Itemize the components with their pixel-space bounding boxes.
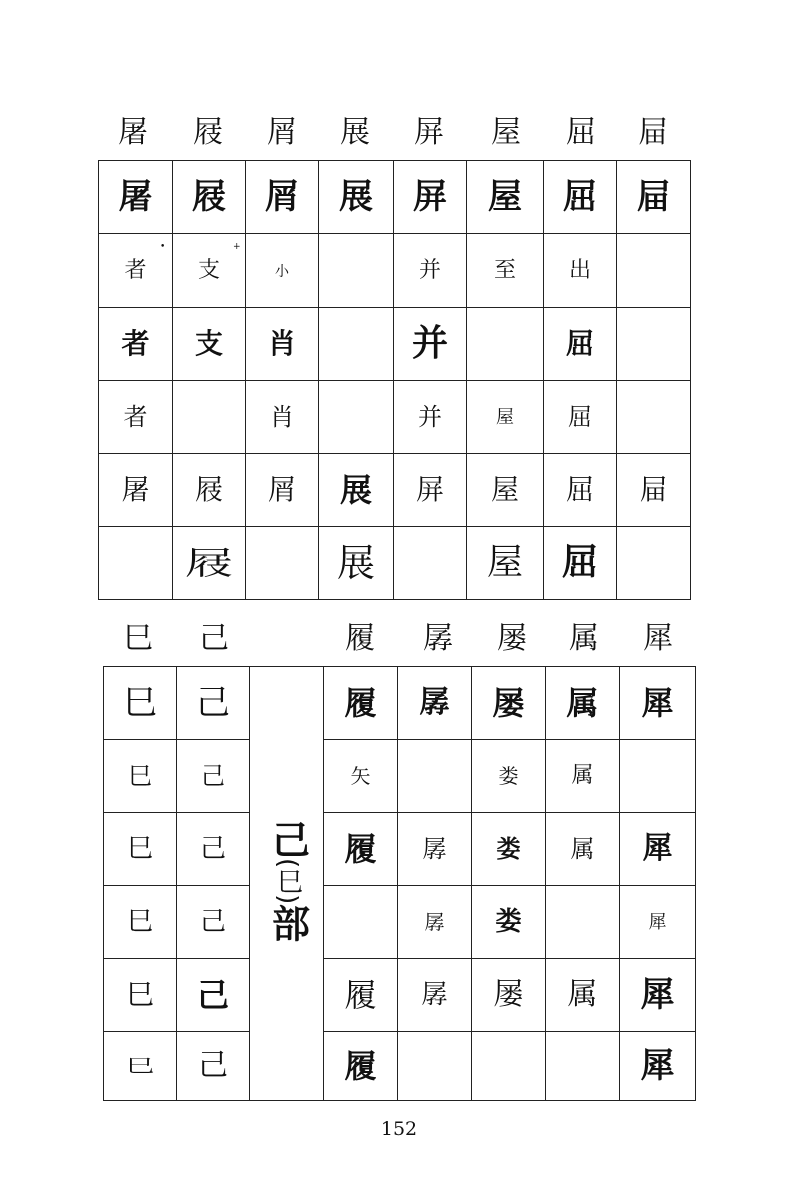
glyph-cell xyxy=(620,740,696,813)
glyph-cell xyxy=(177,886,250,959)
glyph: 并 xyxy=(418,257,441,283)
glyph-cell xyxy=(173,454,246,527)
glyph: 屠 xyxy=(118,177,153,217)
glyph: 孱 xyxy=(421,980,448,1010)
top-header: 展 xyxy=(340,115,370,150)
glyph: 屠 xyxy=(121,473,150,506)
glyph-cell xyxy=(99,308,173,381)
glyph: 者 xyxy=(123,403,148,431)
glyph-cell xyxy=(617,381,691,454)
glyph: 屈 xyxy=(565,327,594,360)
glyph: 至 xyxy=(493,257,516,283)
glyph: 支 xyxy=(194,327,223,360)
glyph-cell xyxy=(467,381,544,454)
bottom-header: 属 xyxy=(569,621,599,656)
glyph: 屐 xyxy=(184,544,234,582)
annotation-dot: • xyxy=(160,242,166,252)
bottom-header: 履 xyxy=(345,621,375,656)
glyph: 巳 xyxy=(125,1055,155,1077)
glyph: 屇 xyxy=(636,177,671,217)
glyph: 屏 xyxy=(415,473,444,506)
top-character-grid xyxy=(98,160,691,600)
glyph-cell xyxy=(177,740,250,813)
glyph: 屋 xyxy=(488,177,522,217)
top-header: 屐 xyxy=(193,115,223,150)
glyph: 并 xyxy=(411,323,448,364)
grid-row xyxy=(99,381,691,454)
glyph-cell xyxy=(617,234,691,308)
glyph-cell xyxy=(319,308,394,381)
glyph-cell xyxy=(394,381,467,454)
glyph: 屐 xyxy=(194,473,223,506)
glyph-cell xyxy=(177,959,250,1032)
glyph: 犀 xyxy=(641,684,674,722)
glyph-cell xyxy=(467,161,544,234)
bottom-header: 屡 xyxy=(497,621,527,656)
glyph: 屈 xyxy=(563,177,597,217)
glyph: 屑 xyxy=(267,473,296,506)
glyph: 犀 xyxy=(648,911,667,933)
glyph: 犀 xyxy=(640,1046,675,1086)
glyph-cell xyxy=(617,161,691,234)
glyph-cell xyxy=(104,667,177,740)
glyph-cell xyxy=(398,959,472,1032)
glyph-cell xyxy=(319,527,394,600)
glyph-cell xyxy=(472,886,546,959)
glyph-cell xyxy=(324,959,398,1032)
glyph-cell xyxy=(177,1032,250,1101)
grid-row xyxy=(99,161,691,234)
glyph: 己 xyxy=(199,834,226,864)
glyph-cell xyxy=(104,1032,177,1101)
glyph-cell xyxy=(544,234,617,308)
glyph-cell xyxy=(472,1032,546,1101)
glyph-cell xyxy=(620,959,696,1032)
glyph: 屇 xyxy=(639,473,668,506)
top-header: 屋 xyxy=(491,115,521,150)
glyph-cell xyxy=(99,381,173,454)
top-header: 屇 xyxy=(638,115,668,150)
glyph-cell xyxy=(472,667,546,740)
glyph-cell xyxy=(319,161,394,234)
glyph: 己 xyxy=(196,683,230,723)
glyph: 者 xyxy=(121,327,150,360)
glyph: 属 xyxy=(570,835,595,863)
bottom-header: 巳 xyxy=(123,621,153,656)
glyph-cell xyxy=(104,886,177,959)
glyph-cell xyxy=(246,308,319,381)
top-header: 屏 xyxy=(414,115,444,150)
glyph-cell xyxy=(319,234,394,308)
grid-row xyxy=(104,740,696,813)
glyph-cell xyxy=(324,1032,398,1101)
glyph-cell xyxy=(177,667,250,740)
glyph: 肖 xyxy=(270,403,294,431)
glyph-cell xyxy=(246,381,319,454)
glyph: 属 xyxy=(571,763,594,788)
glyph-cell xyxy=(472,740,546,813)
page-number: 152 xyxy=(380,1118,418,1140)
glyph: 屈 xyxy=(561,542,598,583)
glyph-cell xyxy=(246,527,319,600)
glyph-cell xyxy=(620,1032,696,1101)
radical-label xyxy=(265,820,310,943)
glyph-cell xyxy=(394,527,467,600)
glyph-cell xyxy=(617,527,691,600)
glyph-cell xyxy=(546,959,620,1032)
glyph: 己 xyxy=(198,1048,228,1083)
glyph-cell xyxy=(319,454,394,527)
glyph-cell xyxy=(546,1032,620,1101)
glyph-cell xyxy=(324,886,398,959)
glyph-cell xyxy=(319,381,394,454)
glyph: 屈 xyxy=(565,473,594,506)
glyph: 屡 xyxy=(493,977,524,1012)
glyph-cell xyxy=(99,161,173,234)
glyph: 己 xyxy=(196,976,229,1014)
glyph: 娄 xyxy=(498,763,519,788)
glyph-cell xyxy=(398,740,472,813)
glyph: 犀 xyxy=(640,975,675,1015)
glyph-cell xyxy=(546,740,620,813)
grid-row xyxy=(104,959,696,1032)
grid-row xyxy=(104,886,696,959)
glyph: 屋 xyxy=(486,542,523,583)
glyph: 巳 xyxy=(125,978,154,1011)
radical-label-cell xyxy=(250,667,324,1101)
bottom-header: 孱 xyxy=(423,621,453,656)
glyph: 巳 xyxy=(123,683,157,723)
grid-row xyxy=(99,454,691,527)
glyph-cell xyxy=(398,813,472,886)
top-header: 屑 xyxy=(267,115,297,150)
glyph: 巳 xyxy=(126,834,153,864)
glyph-cell xyxy=(544,381,617,454)
glyph-cell xyxy=(472,813,546,886)
glyph-cell xyxy=(467,234,544,308)
glyph: 屏 xyxy=(413,177,447,217)
glyph-cell xyxy=(394,454,467,527)
annotation-dot: + xyxy=(233,242,241,252)
glyph: 巳 xyxy=(126,907,153,937)
glyph: 履 xyxy=(344,1047,377,1085)
glyph-cell xyxy=(324,667,398,740)
glyph: 屋 xyxy=(496,406,514,428)
radical-tail: 部 xyxy=(265,904,310,943)
glyph-cell xyxy=(324,740,398,813)
grid-row xyxy=(99,527,691,600)
glyph: 矢 xyxy=(350,763,371,788)
glyph: 并 xyxy=(418,403,442,431)
glyph-cell xyxy=(620,667,696,740)
glyph: 屑 xyxy=(265,177,299,217)
glyph-cell xyxy=(177,813,250,886)
glyph-cell xyxy=(246,454,319,527)
glyph-cell xyxy=(544,454,617,527)
radical-paren: (巳) xyxy=(272,858,303,905)
glyph: 犀 xyxy=(642,831,673,866)
glyph: 巳 xyxy=(128,762,152,790)
glyph-cell xyxy=(394,161,467,234)
glyph: 屋 xyxy=(490,473,519,506)
glyph-cell xyxy=(472,959,546,1032)
top-header: 屠 xyxy=(118,115,148,150)
glyph-cell xyxy=(324,813,398,886)
glyph-cell xyxy=(546,667,620,740)
glyph: 者 xyxy=(124,257,147,283)
glyph: 属 xyxy=(566,684,599,722)
glyph: 娄 xyxy=(495,907,522,937)
glyph-cell xyxy=(544,527,617,600)
glyph: 履 xyxy=(344,830,377,868)
glyph: 娄 xyxy=(496,835,521,863)
glyph-cell xyxy=(546,886,620,959)
glyph-cell xyxy=(544,161,617,234)
glyph-cell xyxy=(398,667,472,740)
glyph-cell xyxy=(467,527,544,600)
glyph-cell xyxy=(398,886,472,959)
glyph: 屐 xyxy=(192,177,226,217)
glyph-cell xyxy=(173,381,246,454)
glyph-cell xyxy=(546,813,620,886)
glyph: 展 xyxy=(339,471,372,509)
top-header: 屈 xyxy=(566,115,596,150)
bottom-header: 己 xyxy=(199,621,229,656)
glyph-cell xyxy=(173,161,246,234)
grid-row xyxy=(104,667,696,740)
glyph-cell xyxy=(104,740,177,813)
glyph: 属 xyxy=(567,977,598,1012)
glyph-cell xyxy=(467,308,544,381)
glyph-cell xyxy=(398,1032,472,1101)
glyph: 履 xyxy=(344,976,377,1014)
glyph-cell xyxy=(173,527,246,600)
glyph: 屈 xyxy=(568,403,592,431)
glyph-cell xyxy=(617,308,691,381)
glyph: 出 xyxy=(568,257,591,283)
glyph-cell xyxy=(104,959,177,1032)
glyph: 履 xyxy=(344,684,377,722)
glyph: 展 xyxy=(336,541,375,585)
glyph: 屡 xyxy=(492,684,525,722)
glyph-cell xyxy=(620,813,696,886)
glyph-cell xyxy=(246,234,319,308)
glyph-cell xyxy=(467,454,544,527)
grid-row xyxy=(99,234,691,308)
bottom-character-grid xyxy=(103,666,696,1101)
glyph: 小 xyxy=(275,264,289,280)
glyph: 肖 xyxy=(267,327,296,360)
radical-main: 己 xyxy=(265,820,310,859)
glyph: 孱 xyxy=(422,835,447,863)
glyph-cell xyxy=(394,308,467,381)
glyph: 己 xyxy=(201,762,225,790)
glyph: 己 xyxy=(199,907,226,937)
glyph: 展 xyxy=(339,177,373,217)
grid-row xyxy=(104,1032,696,1101)
glyph: 孱 xyxy=(424,909,445,934)
glyph: 支 xyxy=(197,257,220,283)
bottom-header: 犀 xyxy=(643,621,673,656)
grid-row xyxy=(99,308,691,381)
glyph-cell xyxy=(394,234,467,308)
glyph-cell xyxy=(104,813,177,886)
glyph-cell xyxy=(620,886,696,959)
glyph-cell xyxy=(544,308,617,381)
glyph-cell xyxy=(99,527,173,600)
glyph-cell xyxy=(246,161,319,234)
glyph-cell xyxy=(99,454,173,527)
glyph-cell xyxy=(617,454,691,527)
glyph: 孱 xyxy=(419,685,450,720)
glyph-cell xyxy=(173,308,246,381)
grid-row xyxy=(104,813,696,886)
